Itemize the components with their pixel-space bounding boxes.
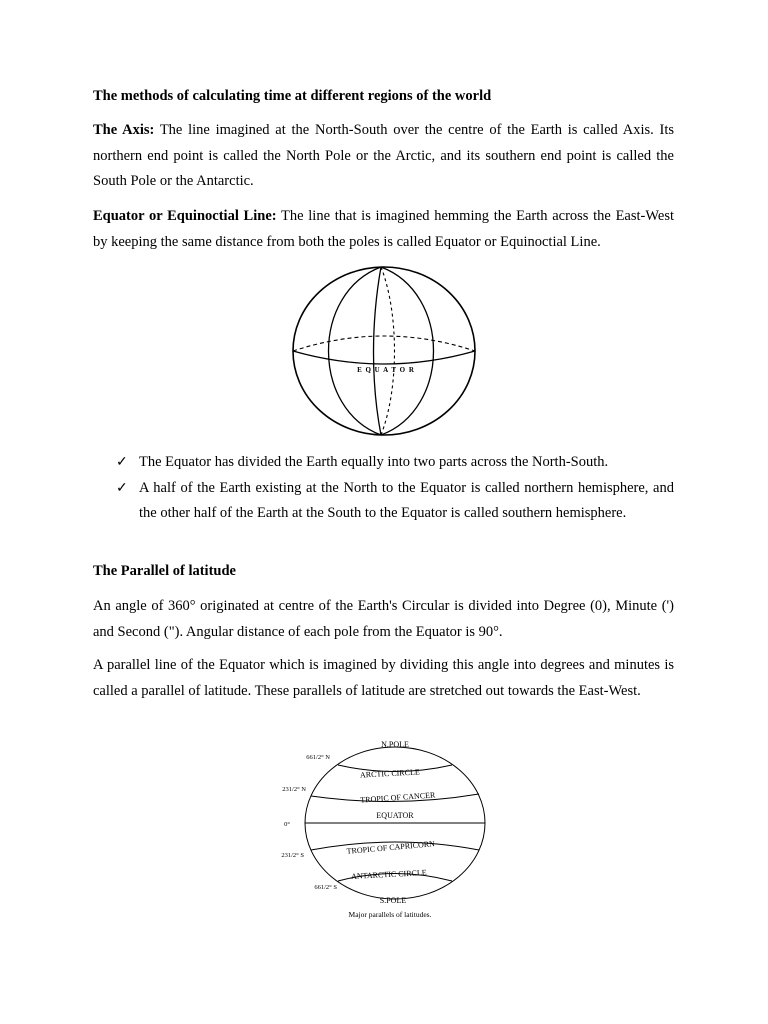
equator-back-line bbox=[293, 336, 475, 351]
bullet-text: A half of the Earth existing at the North to the Equator is called northern hemisphere, and the other half of the Earth at the South to the Equator is called southern hemisphere. bbox=[139, 479, 674, 521]
list-item bbox=[116, 476, 674, 527]
cancer-degree-label: 231/2° N bbox=[282, 786, 306, 793]
list-item bbox=[116, 450, 674, 476]
equator-paragraph bbox=[93, 204, 674, 255]
equator-front-line bbox=[293, 351, 475, 364]
bullet-text: The Equator has divided the Earth equally into two parts across the North-South. bbox=[139, 454, 609, 470]
equator-degree-label: 0° bbox=[284, 821, 290, 828]
axis-term: The Axis: bbox=[93, 122, 155, 138]
equator-term: Equator or Equinoctial Line: bbox=[93, 208, 277, 224]
antarctic-circle-label: ANTARCTIC CIRCLE bbox=[350, 868, 427, 881]
arctic-circle-label: ARCTIC CIRCLE bbox=[359, 767, 420, 780]
tropic-cancer-label: TROPIC OF CANCER bbox=[360, 790, 436, 805]
capricorn-degree-label: 231/2° S bbox=[281, 852, 304, 859]
figure-caption: Major parallels of latitudes. bbox=[348, 910, 432, 919]
globe-figure bbox=[291, 263, 477, 439]
parallel-paragraph-1: An angle of 360° originated at centre of the Earth's Circular is divided into Degree (0), Minute (') and Second ("). Angular distance of each pole from the Equator is 90°. bbox=[93, 598, 674, 640]
equator-text: The line that is imagined hemming the Earth across the East-West by keeping the same distance from both the poles is called Equator or Equinoctial Line. bbox=[93, 208, 674, 250]
meridian-right-dashed bbox=[381, 267, 395, 435]
axis-text: The line imagined at the North-South over the centre of the Earth is called Axis. Its northern end point is called the North Pole or the Arctic, and its southern end point is called the South Pole or the Antarctic. bbox=[93, 122, 675, 189]
equator-label: EQUATOR bbox=[376, 811, 414, 820]
checkmark-icon: ✓ bbox=[116, 480, 128, 496]
globe-equator-label: E Q U A T O R bbox=[357, 366, 415, 374]
document-title: The methods of calculating time at different regions of the world bbox=[93, 88, 492, 104]
antarctic-degree-label: 661/2° S bbox=[314, 884, 337, 891]
latitude-figure bbox=[278, 738, 493, 922]
meridian-center bbox=[374, 267, 382, 435]
axis-paragraph bbox=[93, 118, 674, 195]
tropic-capricorn-label: TROPIC OF CAPRICORN bbox=[346, 839, 436, 856]
n-pole-label: N.POLE bbox=[381, 740, 409, 749]
parallel-heading: The Parallel of latitude bbox=[93, 563, 236, 579]
bullet-list bbox=[116, 450, 674, 527]
arctic-degree-label: 661/2° N bbox=[306, 754, 330, 761]
parallel-paragraph-2: A parallel line of the Equator which is imagined by dividing this angle into degrees and minutes is called a parallel of latitude. These parallels of latitude are stretched out towards the East-West. bbox=[93, 657, 674, 699]
checkmark-icon: ✓ bbox=[116, 455, 128, 470]
globe-outline bbox=[293, 267, 475, 435]
s-pole-label: S.POLE bbox=[379, 896, 407, 905]
